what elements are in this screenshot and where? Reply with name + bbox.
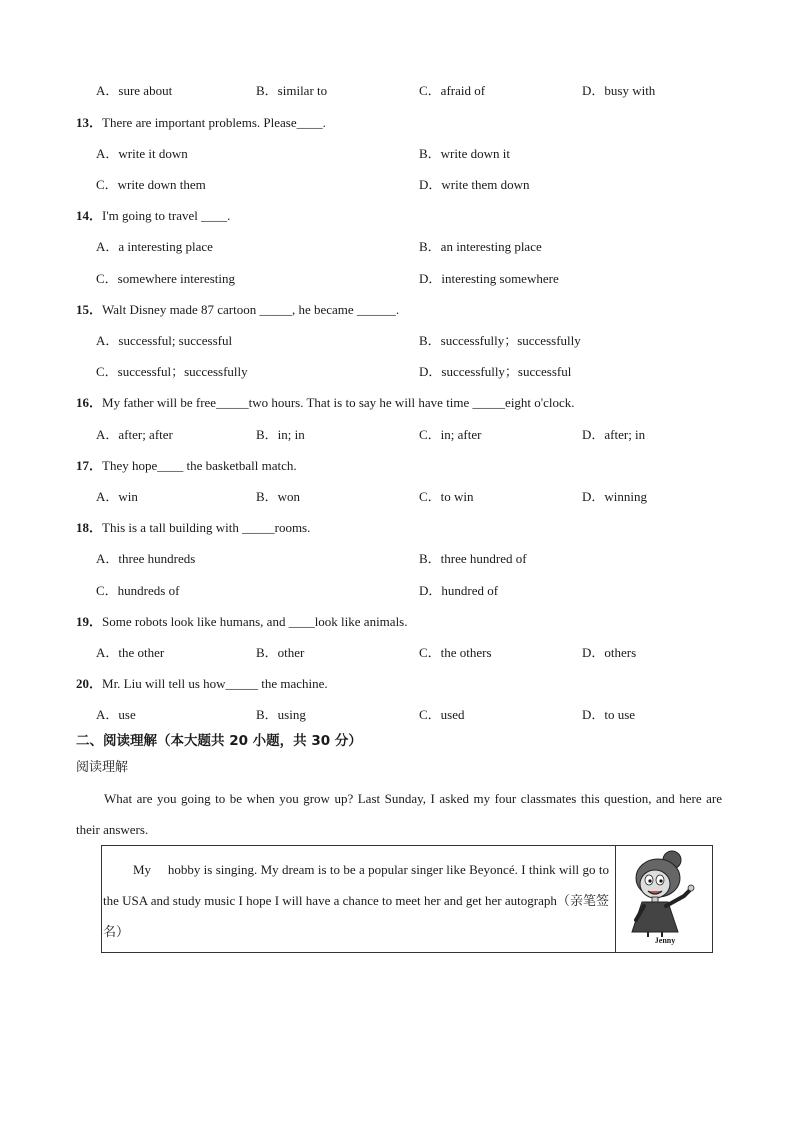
q19-option-c: C．the others — [419, 645, 492, 660]
q12-option-b: B．similar to — [256, 83, 328, 98]
question-16 — [76, 395, 575, 411]
question-stem: My father will be free_____two hours. That is to say he will have time _____eight o'clock. — [102, 395, 575, 410]
question-number: 15． — [76, 302, 103, 317]
q16-option-c: C．in; after — [419, 427, 482, 442]
q13-option-a: A．write it down — [96, 146, 188, 161]
q20-option-d: D．to use — [582, 707, 636, 722]
q19-option-b: B．other — [256, 645, 305, 660]
section-subheading: 阅读理解 — [76, 760, 129, 775]
q13-option-c: C．write down them — [96, 177, 206, 192]
q15-option-d: D．successfully；successful — [419, 364, 572, 379]
q12-option-d: D．busy with — [582, 83, 656, 98]
question-20 — [76, 676, 328, 692]
passage-box — [101, 845, 713, 953]
q19-option-d: D．others — [582, 645, 637, 660]
question-number: 17． — [76, 458, 103, 473]
q17-option-c: C．to win — [419, 489, 474, 504]
q16-option-d: D．after; in — [582, 427, 646, 442]
question-18 — [76, 520, 310, 536]
intro-paragraph: What are you going to be when you grow up? Last Sunday, I asked my four classmates this question, and here are their answers. — [76, 791, 722, 837]
q15-option-a: A．successful; successful — [96, 333, 233, 348]
q16-option-b: B．in; in — [256, 427, 305, 442]
question-19 — [76, 614, 407, 630]
q20-option-b: B．using — [256, 707, 306, 722]
question-number: 16． — [76, 395, 103, 410]
question-13 — [76, 115, 326, 131]
question-15 — [76, 302, 399, 318]
girl-cartoon-icon — [618, 846, 712, 938]
q17-option-a: A．win — [96, 489, 138, 504]
q12-option-c: C．afraid of — [419, 83, 486, 98]
question-14 — [76, 208, 230, 224]
section-heading: 二、阅读理解（本大题共 20 小题，共 30 分） — [76, 733, 362, 749]
question-stem: I'm going to travel ____. — [102, 208, 231, 223]
picture-caption: Jenny — [654, 936, 676, 945]
q18-option-a: A．three hundreds — [96, 551, 196, 566]
question-stem: Some robots look like humans, and ____look like animals. — [102, 614, 408, 629]
question-number: 20． — [76, 676, 103, 691]
question-number: 14． — [76, 208, 103, 223]
q17-option-d: D．winning — [582, 489, 648, 504]
question-stem: This is a tall building with _____rooms. — [102, 520, 311, 535]
q16-option-a: A．after; after — [96, 427, 173, 442]
passage-text — [102, 846, 616, 952]
jenny-picture — [618, 846, 712, 952]
q14-option-c: C．somewhere interesting — [96, 271, 235, 286]
question-stem: They hope____ the basketball match. — [102, 458, 297, 473]
question-number: 13． — [76, 115, 103, 130]
q18-option-b: B．three hundred of — [419, 551, 527, 566]
question-number: 19． — [76, 614, 103, 629]
question-stem: Walt Disney made 87 cartoon _____, he became ______. — [102, 302, 400, 317]
q14-option-b: B．an interesting place — [419, 239, 542, 254]
question-17 — [76, 458, 297, 474]
q15-option-b: B．successfully；successfully — [419, 333, 581, 348]
question-number: 18． — [76, 520, 103, 535]
passage-rest: hobby is singing. My dream is to be a popular singer like Beyoncé. I think will go to the USA and study music I hope I will have a chance to meet her and get her autograph（亲笔签名） — [103, 862, 609, 939]
passage-start: My — [133, 862, 152, 877]
q14-option-d: D．interesting somewhere — [419, 271, 559, 286]
q13-option-d: D．write them down — [419, 177, 530, 192]
q17-option-b: B．won — [256, 489, 301, 504]
q20-option-c: C．used — [419, 707, 465, 722]
q18-option-c: C．hundreds of — [96, 583, 180, 598]
q13-option-b: B．write down it — [419, 146, 510, 161]
q12-option-a: A．sure about — [96, 83, 173, 98]
q19-option-a: A．the other — [96, 645, 165, 660]
question-stem: There are important problems. Please____. — [102, 115, 326, 130]
q18-option-d: D．hundred of — [419, 583, 499, 598]
q20-option-a: A．use — [96, 707, 136, 722]
question-stem: Mr. Liu will tell us how_____ the machine. — [102, 676, 328, 691]
q15-option-c: C．successful；successfully — [96, 364, 248, 379]
q14-option-a: A．a interesting place — [96, 239, 213, 254]
